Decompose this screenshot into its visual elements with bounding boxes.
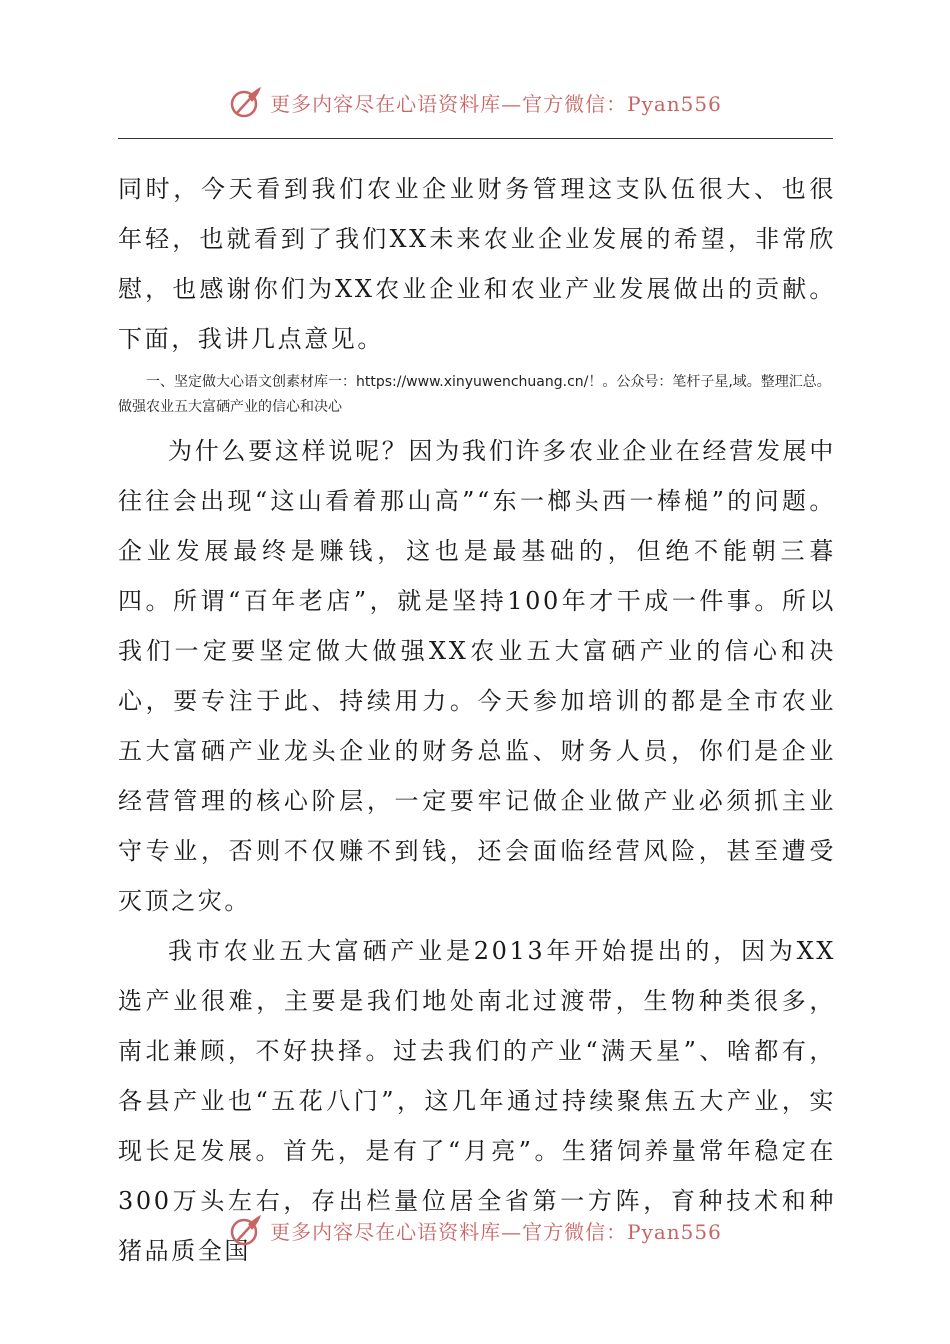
header-banner-text: 更多内容尽在心语资料库—官方微信：Pyan556 [270,91,722,116]
footer-banner [0,1210,950,1250]
header-banner [0,82,950,122]
paragraph-3: 我市农业五大富硒产业是2013年开始提出的，因为XX选产业很难，主要是我们地处南北过渡带，生物种类很多，南北兼顾，不好抉择。过去我们的产业“满天星”、啥都有，各县产业也“五花八门”，这几年通过持续聚焦五大产业，实现长足发展。首先，是有了“月亮”。生猪饲养量常年稳定在300万头左右，存出栏量位居全省第一方阵，育种技术和种猪品质全国 [118,937,836,1265]
quill-logo-icon [228,84,264,120]
header-divider [118,138,833,139]
footer-banner-text: 更多内容尽在心语资料库—官方微信：Pyan556 [270,1219,722,1244]
paragraph-2: 为什么要这样说呢？因为我们许多农业企业在经营发展中往往会出现“这山看着那山高”“东一榔头西一棒槌”的问题。企业发展最终是赚钱，这也是最基础的，但绝不能朝三暮四。所谓“百年老店”，就是坚持100年才干成一件事。所以我们一定要坚定做大做强XX农业五大富硒产业的信心和决心，要专注于此、持续用力。今天参加培训的都是全市农业五大富硒产业龙头企业的财务总监、财务人员，你们是企业经营管理的核心阶层，一定要牢记做企业做产业必须抓主业守专业，否则不仅赚不到钱，还会面临经营风险，甚至遭受灭顶之灾。 [118,437,836,915]
paragraph-1: 同时，今天看到我们农业企业财务管理这支队伍很大、也很年轻，也就看到了我们XX未来农业企业发展的希望，非常欣慰，也感谢你们为XX农业企业和农业产业发展做出的贡献。下面，我讲几点意见。 [118,175,836,353]
document-body [118,164,836,1276]
quill-logo-icon [228,1212,264,1248]
section-heading-1: 一、坚定做大心语文创素材库一：https://www.xinyuwenchuang.cn/！。公众号：笔杆子星,域。整理汇总。做强农业五大富硒产业的信心和决心 [118,374,831,415]
